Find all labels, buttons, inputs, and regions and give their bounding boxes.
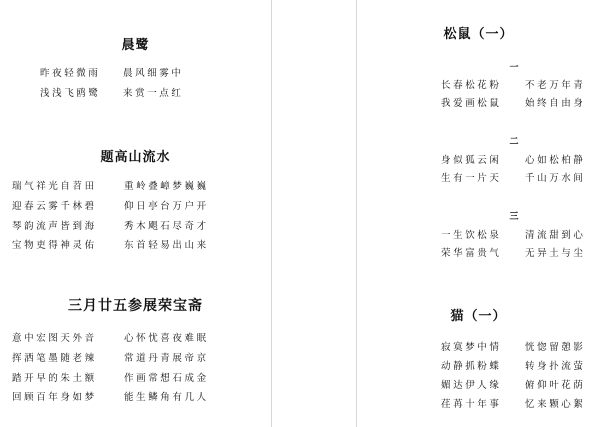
poem-line: 千山万水间	[525, 173, 586, 184]
poem-line: 寂寞梦中情	[441, 342, 502, 353]
poem-line: 无异土与尘	[525, 248, 586, 259]
poem-line: 一生饮松泉	[441, 230, 502, 241]
left-page	[0, 0, 271, 427]
poem-line: 荏苒十年事	[441, 399, 502, 410]
poem-line: 东首轻易出山来	[124, 240, 209, 251]
poem-line: 迎春云雾千林碧	[12, 201, 97, 212]
poem-title-chenlu: 晨鹭	[121, 38, 150, 53]
poem-line: 昨夜轻微雨	[40, 68, 101, 79]
poem-line: 挥洒笔墨随老辣	[12, 353, 97, 364]
poem-line: 心怀忧喜夜难眠	[124, 333, 209, 344]
section-number: 二	[509, 137, 519, 147]
poem-line: 生有一片天	[441, 173, 502, 184]
poem-line: 回顾百年身如梦	[12, 392, 97, 403]
section-number: 一	[509, 63, 519, 73]
poem-line: 忆来颗心絮	[525, 399, 586, 410]
poem-line: 瑞气祥光自苕田	[12, 181, 97, 192]
poem-title-rongbaozhai: 三月廿五参展荣宝斋	[68, 298, 203, 314]
poem-line: 秀木飓石尽奇才	[124, 221, 209, 232]
poem-line: 晨风细雾中	[123, 68, 184, 79]
right-page	[357, 0, 600, 427]
poem-line: 重岭叠嶂梦巍巍	[124, 181, 209, 192]
poem-line: 我爱画松鼠	[441, 98, 502, 109]
poem-line: 恍惚留憩影	[525, 342, 586, 353]
poem-line: 常道丹青展帝京	[124, 353, 209, 364]
poem-line: 宝物吏得神灵佑	[12, 240, 97, 251]
poem-line: 不老万年青	[525, 80, 586, 91]
poem-line: 媚达伊人缘	[441, 380, 502, 391]
poem-line: 能生鳞角有几人	[124, 392, 209, 403]
poem-line: 俯仰叶花荫	[525, 380, 586, 391]
poem-title-gaoshanliushui: 题高山流水	[100, 150, 171, 165]
poem-line: 浅浅飞鸥鹭	[40, 88, 101, 99]
poem-line: 心如松柏静	[525, 155, 586, 166]
poem-line: 作画常想石成金	[124, 373, 209, 384]
poem-line: 意中宏图天外音	[12, 333, 97, 344]
poem-line: 动静抓粉蝶	[441, 361, 502, 372]
poem-line: 来赏一点红	[123, 88, 184, 99]
poem-title-songshu: 松鼠（一）	[443, 27, 514, 42]
poem-line: 荣华富贵气	[441, 248, 502, 259]
poem-title-mao: 猫（一）	[450, 309, 507, 324]
poem-line: 身似狐云闲	[441, 155, 502, 166]
poem-line: 琴韵流声皆到海	[12, 221, 97, 232]
poem-line: 始终自由身	[525, 98, 586, 109]
poem-line: 长春松花粉	[441, 80, 502, 91]
poem-line: 仰日亭台万户开	[124, 201, 209, 212]
page-gutter-left	[271, 0, 272, 427]
poem-line: 转身扑流萤	[525, 361, 586, 372]
poem-line: 踏开早的朱土额	[12, 373, 97, 384]
poem-line: 清流甜到心	[525, 230, 586, 241]
section-number: 三	[509, 212, 519, 222]
